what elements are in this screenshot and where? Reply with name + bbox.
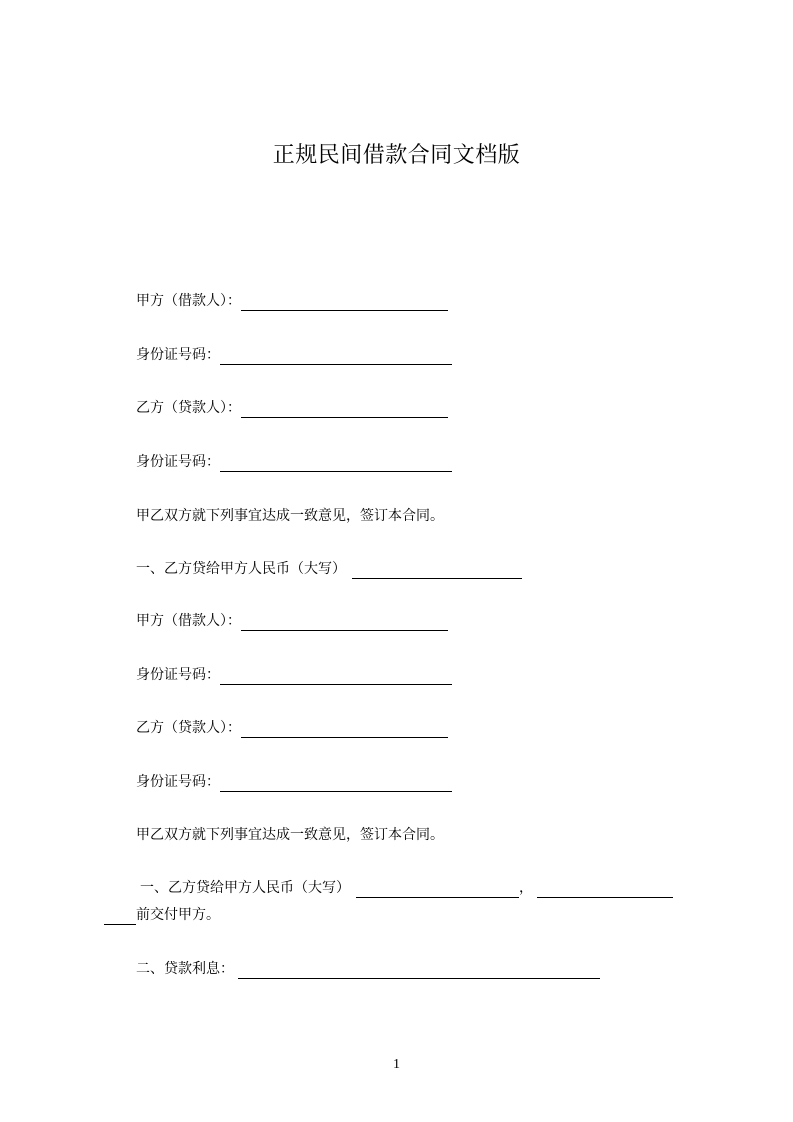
clause-text: 一、乙方贷给甲方人民币（大写） [140, 880, 350, 896]
fill-blank[interactable] [537, 883, 673, 898]
field-lender-id-repeat [136, 772, 452, 792]
clause-1-line-1 [140, 878, 673, 898]
fill-blank[interactable] [220, 777, 452, 792]
fill-blank[interactable] [104, 910, 136, 925]
field-borrower-id [136, 345, 452, 365]
page-number: 1 [393, 1057, 400, 1072]
fill-blank[interactable] [352, 564, 522, 579]
fill-blank[interactable] [241, 296, 448, 311]
field-label: 身份证号码： [136, 454, 220, 470]
fill-blank[interactable] [241, 403, 448, 418]
fill-blank[interactable] [220, 457, 452, 472]
agreement-text: 甲乙双方就下列事宜达成一致意见，签订本合同。 [136, 508, 444, 524]
clause-2 [136, 959, 600, 979]
field-label: 乙方（贷款人）： [136, 400, 241, 416]
field-label: 身份证号码： [136, 774, 220, 790]
field-lender-repeat [136, 718, 448, 738]
fill-blank[interactable] [238, 964, 600, 979]
field-label: 身份证号码： [136, 347, 220, 363]
clause-text: 一、乙方贷给甲方人民币（大写） [136, 561, 346, 577]
fill-blank[interactable] [220, 350, 452, 365]
fill-blank[interactable] [220, 670, 452, 685]
clause-text: 二、贷款利息： [136, 961, 234, 977]
fill-blank[interactable] [241, 616, 448, 631]
field-label: 甲方（借款人）： [136, 613, 241, 629]
field-borrower [136, 291, 448, 311]
agreement-text: 甲乙双方就下列事宜达成一致意见，签订本合同。 [136, 827, 444, 843]
field-lender-id [136, 452, 452, 472]
clause-1-line-2 [104, 905, 220, 925]
agreement-sentence-repeat [136, 825, 444, 845]
field-borrower-id-repeat [136, 665, 452, 685]
field-lender [136, 398, 448, 418]
clause-comma: ， [519, 880, 533, 896]
fill-blank[interactable] [241, 723, 448, 738]
clause-1-short [136, 559, 522, 579]
fill-blank[interactable] [356, 883, 519, 898]
field-label: 甲方（借款人）： [136, 293, 241, 309]
field-label: 身份证号码： [136, 667, 220, 683]
agreement-sentence [136, 506, 444, 526]
document-title: 正规民间借款合同文档版 [272, 143, 521, 168]
clause-text: 前交付甲方。 [136, 907, 220, 923]
field-label: 乙方（贷款人）： [136, 720, 241, 736]
field-borrower-repeat [136, 611, 448, 631]
